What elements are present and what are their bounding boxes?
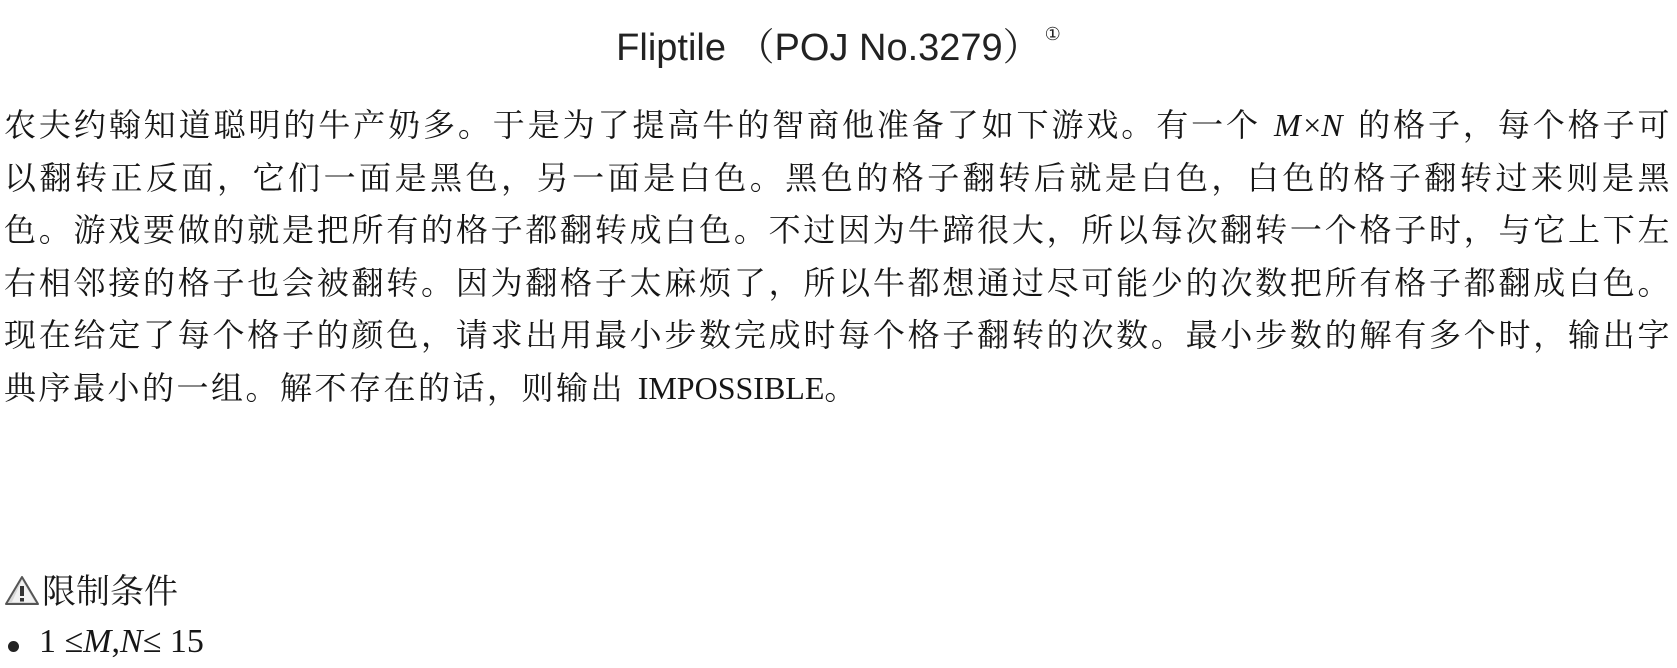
problem-description xyxy=(4,99,1672,414)
problem-title-text: Fliptile （POJ No.3279） xyxy=(616,27,1041,69)
problem-title xyxy=(0,8,1677,74)
constraint-comma: , xyxy=(111,623,120,660)
constraint-lower: 1 ≤ xyxy=(39,623,84,660)
var-m: M xyxy=(1274,107,1304,143)
description-part-2: 的格子，每个格子可以翻转正反面，它们一面是黑色，另一面是白色。黑色的格子翻转后就是白色，白色的格子翻转过来则是黑色。游戏要做的就是把所有的格子都翻转成白色。不过因为牛蹄很大，所以每次翻转一个格子时，与它上下左右相邻接的格子也会被翻转。因为翻格子太麻烦了，所以牛都想通过尽可能少的次数把所有格子都翻成白色。现在给定了每个格子的颜色，请求出用最小步数完成时每个格子翻转的次数。最小步数的解有多个时，输出字典序最小的一组。解不存在的话，则输出 xyxy=(4,106,1672,407)
constraint-item xyxy=(8,620,204,664)
times-sign: × xyxy=(1303,107,1322,143)
description-end: 。 xyxy=(824,368,859,407)
impossible-keyword: IMPOSSIBLE xyxy=(637,369,825,406)
constraints-heading-text: 限制条件 xyxy=(42,571,178,612)
bullet-dot xyxy=(8,641,19,652)
constraint-upper: ≤ 15 xyxy=(142,623,204,660)
constraints-heading xyxy=(4,566,178,610)
var-n: N xyxy=(1321,107,1346,143)
footnote-marker: ① xyxy=(1044,24,1061,44)
description-part-1: 农夫约翰知道聪明的牛产奶多。于是为了提高牛的智商他准备了如下游戏。有一个 xyxy=(4,106,1275,144)
warning-triangle-icon xyxy=(4,574,40,606)
constraint-var-n: N xyxy=(120,623,143,660)
constraint-var-m: M xyxy=(83,623,112,660)
